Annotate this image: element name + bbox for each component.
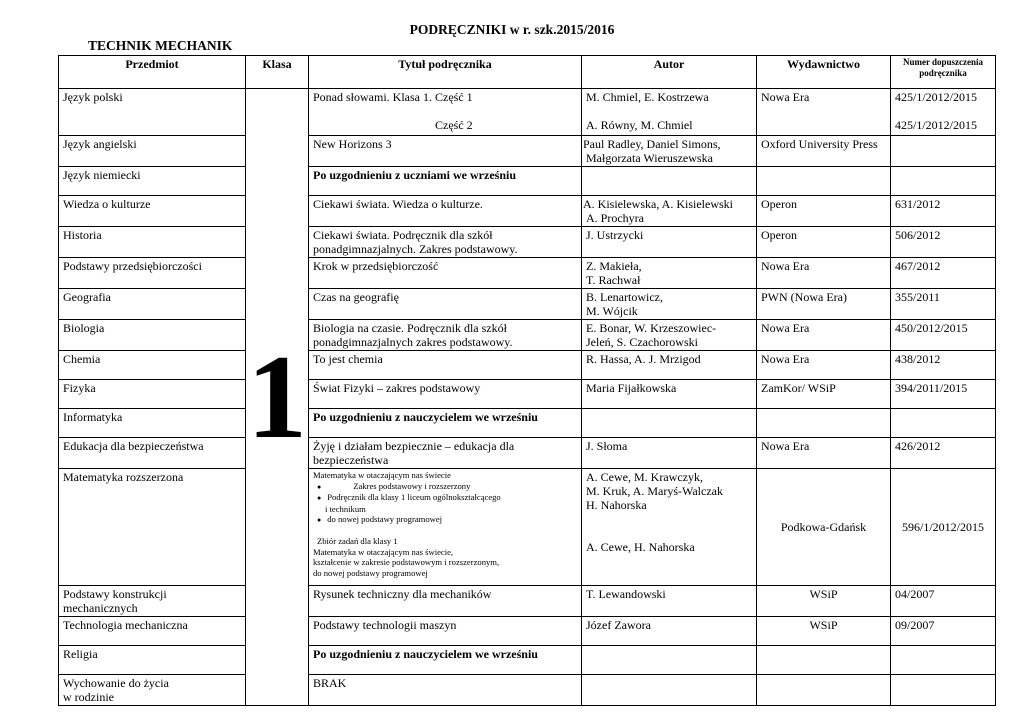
page-subtitle: TECHNIK MECHANIK <box>88 38 233 53</box>
title-cell: Ciekawi świata. Podręcznik dla szkół ponadgimnazjalnych. Zakres podstawowy. <box>309 227 582 258</box>
table-row <box>59 136 996 167</box>
number-cell: 04/2007 <box>891 586 996 617</box>
number-cell: 467/2012 <box>891 258 996 289</box>
number-cell: 506/2012 <box>891 227 996 258</box>
table-row <box>59 409 996 438</box>
title-cell: Żyję i działam bezpiecznie – edukacja dla bezpieczeństwa <box>309 438 582 469</box>
table-row <box>59 196 996 227</box>
table-row <box>59 289 996 320</box>
number-cell <box>891 167 996 196</box>
subject-cell: Chemia <box>59 351 246 380</box>
table-row <box>59 586 996 617</box>
publisher-cell: WSiP <box>757 617 891 646</box>
author-cell: B. Lenartowicz, M. Wójcik <box>582 289 757 320</box>
header-autor: Autor <box>582 56 757 89</box>
title-cell: Po uzgodnieniu z nauczycielem we wrześniu <box>309 646 582 675</box>
publisher-cell <box>757 409 891 438</box>
author-cell: J. Słoma <box>582 438 757 469</box>
author-cell: J. Ustrzycki <box>582 227 757 258</box>
textbook-table <box>58 55 996 706</box>
header-wydawnictwo: Wydawnictwo <box>757 56 891 89</box>
header-tytul: Tytuł podręcznika <box>309 56 582 89</box>
publisher-cell: Oxford University Press <box>757 136 891 167</box>
title-cell: Po uzgodnieniu z uczniami we wrześniu <box>309 167 582 196</box>
author-cell: Paul Radley, Daniel Simons, Małgorzata Wieruszewska <box>582 136 757 167</box>
header-klasa: Klasa <box>246 56 309 89</box>
number-cell: 355/2011 <box>891 289 996 320</box>
number-cell: 09/2007 <box>891 617 996 646</box>
author-cell: E. Bonar, W. Krzeszowiec- Jeleń, S. Czachorowski <box>582 320 757 351</box>
number-cell <box>891 646 996 675</box>
title-cell: Ponad słowami. Klasa 1. Część 1 Część 2 <box>309 89 582 136</box>
subject-cell: Edukacja dla bezpieczeństwa <box>59 438 246 469</box>
title-cell: Biologia na czasie. Podręcznik dla szkół ponadgimnazjalnych zakres podstawowy. <box>309 320 582 351</box>
table-row <box>59 675 996 706</box>
subject-cell: Język angielski <box>59 136 246 167</box>
subject-cell: Fizyka <box>59 380 246 409</box>
publisher-cell: PWN (Nowa Era) <box>757 289 891 320</box>
author-cell: T. Lewandowski <box>582 586 757 617</box>
number-cell: 438/2012 <box>891 351 996 380</box>
table-row <box>59 258 996 289</box>
table-row <box>59 351 996 380</box>
table-row <box>59 89 996 136</box>
author-cell: Z. Makieła, T. Rachwał <box>582 258 757 289</box>
klasa-cell: 1 <box>246 89 309 706</box>
author-cell <box>582 409 757 438</box>
publisher-cell: Nowa Era <box>757 258 891 289</box>
author-cell: M. Chmiel, E. Kostrzewa A. Równy, M. Chmiel <box>582 89 757 136</box>
subject-cell: Geografia <box>59 289 246 320</box>
number-cell <box>891 675 996 706</box>
author-cell: A. Kisielewska, A. Kisielewski A. Prochyra <box>582 196 757 227</box>
subject-cell: Język niemiecki <box>59 167 246 196</box>
author-cell: Józef Zawora <box>582 617 757 646</box>
publisher-cell: Nowa Era <box>757 351 891 380</box>
author-cell <box>582 167 757 196</box>
table-row <box>59 617 996 646</box>
table-row <box>59 167 996 196</box>
number-cell: 596/1/2012/2015 <box>891 469 996 586</box>
page-title: PODRĘCZNIKI w r. szk.2015/2016 <box>409 22 615 37</box>
publisher-cell: Podkowa-Gdańsk <box>757 469 891 586</box>
subject-cell: Religia <box>59 646 246 675</box>
title-cell: Podstawy technologii maszyn <box>309 617 582 646</box>
number-cell: 631/2012 <box>891 196 996 227</box>
title-cell: Matematyka w otaczającym nas świecie ● Zakres podstawowy i rozszerzony ● Podręcznik dla klasy 1 liceum ogólnokształcącego i technikum ● do nowej podstawy programowej Zbiór zadań dla klasy 1 Matematyka w otaczającym nas świecie, kształcenie w zakresie podstawowym i rozszerzonym, do nowej podstawy programowej <box>309 469 582 586</box>
table-row <box>59 469 996 586</box>
number-cell: 426/2012 <box>891 438 996 469</box>
publisher-cell: WSiP <box>757 586 891 617</box>
publisher-cell: ZamKor/ WSiP <box>757 380 891 409</box>
author-cell <box>582 646 757 675</box>
title-cell: New Horizons 3 <box>309 136 582 167</box>
number-cell: 425/1/2012/2015 425/1/2012/2015 <box>891 89 996 136</box>
number-cell <box>891 409 996 438</box>
publisher-cell <box>757 646 891 675</box>
header-przedmiot: Przedmiot <box>59 56 246 89</box>
title-cell: Czas na geografię <box>309 289 582 320</box>
header-numer: Numer dopuszczenia podręcznika <box>891 56 996 89</box>
publisher-cell: Nowa Era <box>757 89 891 136</box>
title-cell: To jest chemia <box>309 351 582 380</box>
publisher-cell: Operon <box>757 227 891 258</box>
table-row <box>59 227 996 258</box>
publisher-cell: Operon <box>757 196 891 227</box>
author-cell: Maria Fijałkowska <box>582 380 757 409</box>
title-cell: Po uzgodnieniu z nauczycielem we wrześniu <box>309 409 582 438</box>
table-row <box>59 320 996 351</box>
title-cell: Krok w przedsiębiorczość <box>309 258 582 289</box>
publisher-cell: Nowa Era <box>757 438 891 469</box>
author-cell: A. Cewe, M. Krawczyk, M. Kruk, A. Maryś-Walczak H. Nahorska A. Cewe, H. Nahorska <box>582 469 757 586</box>
table-row <box>59 380 996 409</box>
title-cell: Rysunek techniczny dla mechaników <box>309 586 582 617</box>
subject-cell: Biologia <box>59 320 246 351</box>
subject-cell: Informatyka <box>59 409 246 438</box>
subject-cell: Wiedza o kulturze <box>59 196 246 227</box>
number-cell: 450/2012/2015 <box>891 320 996 351</box>
subject-cell: Język polski <box>59 89 246 136</box>
publisher-cell <box>757 675 891 706</box>
publisher-cell <box>757 167 891 196</box>
number-cell <box>891 136 996 167</box>
number-cell: 394/2011/2015 <box>891 380 996 409</box>
title-cell: Świat Fizyki – zakres podstawowy <box>309 380 582 409</box>
subject-cell: Wychowanie do życia w rodzinie <box>59 675 246 706</box>
table-row <box>59 646 996 675</box>
subject-cell: Matematyka rozszerzona <box>59 469 246 586</box>
subject-cell: Historia <box>59 227 246 258</box>
subject-cell: Podstawy przedsiębiorczości <box>59 258 246 289</box>
author-cell: R. Hassa, A. J. Mrzigod <box>582 351 757 380</box>
subject-cell: Podstawy konstrukcji mechanicznych <box>59 586 246 617</box>
publisher-cell: Nowa Era <box>757 320 891 351</box>
title-cell: Ciekawi świata. Wiedza o kulturze. <box>309 196 582 227</box>
author-cell <box>582 675 757 706</box>
table-header-row <box>59 56 996 89</box>
subject-cell: Technologia mechaniczna <box>59 617 246 646</box>
table-row <box>59 438 996 469</box>
title-cell: BRAK <box>309 675 582 706</box>
